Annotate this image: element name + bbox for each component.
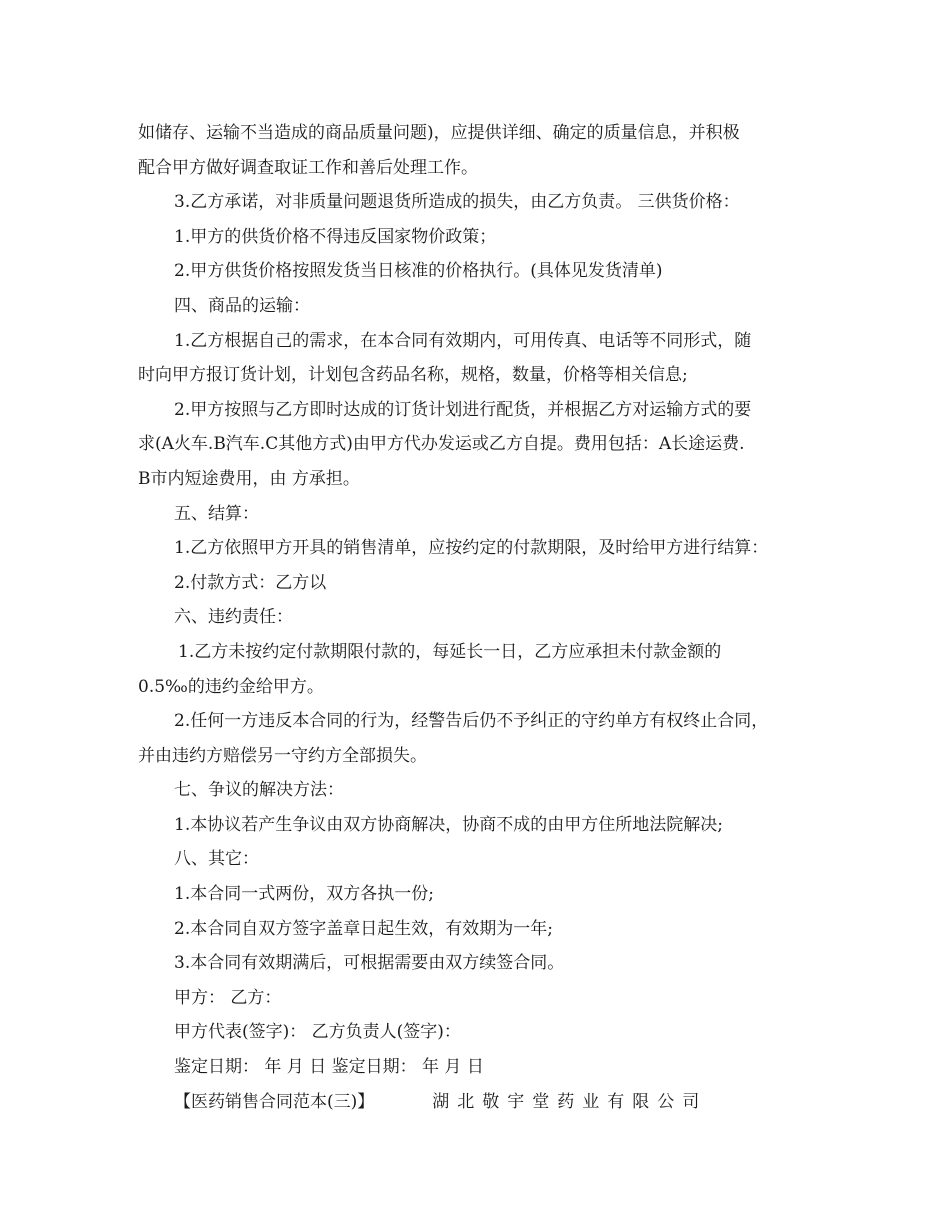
text-line: 2.付款方式：乙方以	[174, 572, 327, 593]
section-heading: 六、违约责任：	[174, 607, 293, 628]
signature-dates: 鉴定日期： 年 月 日 鉴定日期： 年 月 日	[174, 1057, 484, 1078]
next-section-title-line	[138, 1085, 814, 1120]
section-heading: 五、结算：	[174, 503, 259, 524]
text-line: 3.乙方承诺，对非质量问题退货所造成的损失，由乙方负责。 三供货价格：	[174, 192, 740, 213]
contract-sample-title: 【医药销售合同范本(三)】	[174, 1091, 375, 1112]
text-line: 2.本合同自双方签字盖章日起生效，有效期为一年;	[174, 918, 553, 939]
text-line: 1.本合同一式两份，双方各执一份;	[174, 884, 434, 905]
contract-text	[138, 116, 814, 1119]
text-line: 1.本协议若产生争议由双方协商解决，协商不成的由甲方住所地法院解决;	[174, 814, 723, 835]
text-line: 1.乙方根据自己的需求，在本合同有效期内，可用传真、电话等不同形式，随	[174, 330, 752, 351]
text-line: 1.乙方依照甲方开具的销售清单，应按约定的付款期限，及时给甲方进行结算：	[174, 538, 769, 559]
text-line: 2.任何一方违反本合同的行为，经警告后仍不予纠正的守约单方有权终止合同，	[174, 711, 769, 732]
text-line: 如储存、运输不当造成的商品质量问题)，应提供详细、确定的质量信息，并积极	[138, 123, 740, 143]
text-line: 1.甲方的供货价格不得违反国家物价政策；	[174, 226, 497, 247]
text-line: 0.5‰的违约金给甲方。	[138, 676, 324, 697]
text-line: 2.甲方供货价格按照发货当日核准的价格执行。(具体见发货清单)	[174, 261, 663, 282]
section-heading: 四、商品的运输：	[174, 295, 310, 316]
text-line: 2.甲方按照与乙方即时达成的订货计划进行配货，并根据乙方对运输方式的要	[174, 399, 752, 420]
signature-representatives: 甲方代表(签字)： 乙方负责人(签字)：	[174, 1022, 461, 1043]
text-line: 时向甲方报订货计划，计划包含药品名称，规格，数量，价格等相关信息;	[138, 365, 688, 386]
text-line: 并由违约方赔偿另一守约方全部损失。	[138, 745, 427, 766]
signature-parties: 甲方： 乙方：	[174, 987, 282, 1008]
text-line: B市内短途费用，由 方承担。	[138, 468, 360, 489]
text-line: 3.本合同有效期满后，可根据需要由双方续签合同。	[174, 953, 565, 974]
section-heading: 八、其它：	[174, 849, 259, 870]
text-line: 配合甲方做好调查取证工作和善后处理工作。	[138, 157, 478, 178]
text-line: 1.乙方未按约定付款期限付款的，每延长一日，乙方应承担未付款金额的	[178, 641, 722, 662]
company-name: 湖北敬宇堂药业有限公司	[432, 1091, 708, 1112]
text-line: 求(A火车.B汽车.C其他方式)由甲方代办发运或乙方自提。费用包括：A长途运费.	[138, 434, 745, 455]
section-heading: 七、争议的解决方法：	[174, 780, 344, 801]
